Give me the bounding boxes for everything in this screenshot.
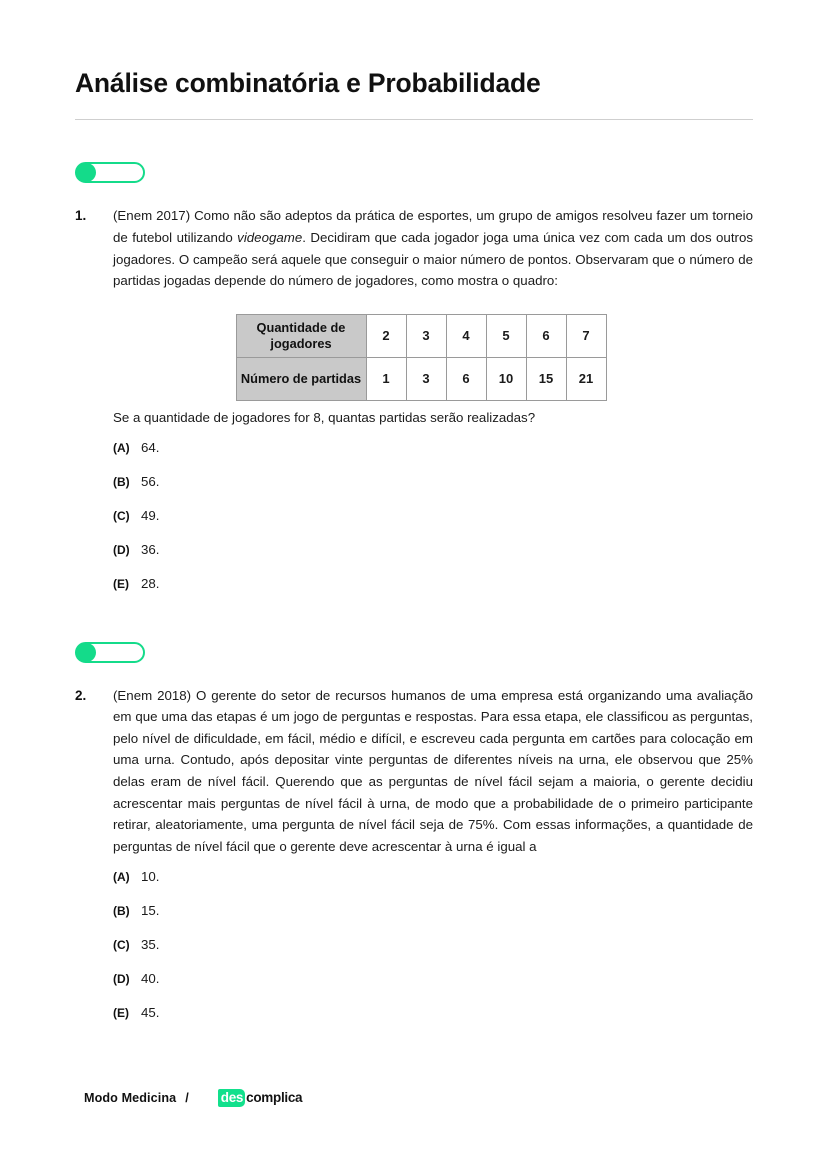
- table-body: [236, 314, 606, 400]
- footer: [84, 1089, 302, 1107]
- option-text: 56.: [141, 474, 160, 490]
- logo-rest-text: complica: [246, 1089, 303, 1105]
- question-1-marker-row: [75, 162, 753, 183]
- option-letter: (A): [113, 441, 130, 456]
- table-cell: 21: [566, 357, 606, 400]
- question-2-options: [113, 869, 753, 1021]
- table-cell: 4: [446, 314, 486, 357]
- option-letter: (C): [113, 509, 130, 524]
- option-text: 28.: [141, 575, 160, 591]
- footer-separator: /: [185, 1090, 189, 1105]
- table-cell: 15: [526, 357, 566, 400]
- table-cell: 5: [486, 314, 526, 357]
- option-c[interactable]: [113, 508, 753, 524]
- question-2: [75, 685, 753, 1021]
- option-letter: (D): [113, 972, 130, 986]
- footer-label: Modo Medicina: [84, 1090, 177, 1105]
- option-text: 45.: [141, 1004, 160, 1020]
- option-a[interactable]: [113, 869, 753, 885]
- option-letter: (A): [113, 870, 130, 885]
- option-text: 40.: [141, 971, 160, 986]
- option-letter: (D): [113, 542, 130, 557]
- option-d[interactable]: [113, 971, 753, 987]
- table-row: [236, 314, 606, 357]
- option-letter: (B): [113, 475, 130, 490]
- table-cell: 7: [566, 314, 606, 357]
- table-cell: 2: [366, 314, 406, 357]
- question-1-statement: (Enem 2017) Como não são adeptos da prática de esportes, um grupo de amigos resolveu fazer um torneio de futebol utilizando videogame. Decidiram que cada jogador joga uma única vez com cada um dos outros jogadores. O campeão será aquele que conseguir o maior número de pontos. Observaram que o número de partidas jogadas depende do número de jogadores, como mostra o quadro:: [113, 208, 753, 289]
- option-a[interactable]: [113, 440, 753, 456]
- option-text: 49.: [141, 508, 160, 524]
- question-2-marker-row: [75, 642, 753, 663]
- table-cell: 6: [446, 357, 486, 400]
- option-d[interactable]: [113, 542, 753, 558]
- option-text: 35.: [141, 937, 160, 953]
- question-1: [75, 205, 753, 591]
- option-e[interactable]: [113, 1005, 753, 1021]
- option-e[interactable]: [113, 576, 753, 592]
- option-text: 64.: [141, 440, 160, 456]
- table-row-header: Número de partidas: [236, 357, 366, 400]
- option-letter: (B): [113, 904, 130, 919]
- option-letter: (E): [113, 1005, 129, 1020]
- table-cell: 3: [406, 357, 446, 400]
- table-row-header: Quantidade de jogadores: [236, 314, 366, 357]
- green-pill-toggle-icon[interactable]: [75, 642, 145, 663]
- option-c[interactable]: [113, 937, 753, 953]
- question-1-followup: Se a quantidade de jogadores for 8, quantas partidas serão realizadas?: [113, 409, 536, 425]
- question-2-number: 2.: [75, 687, 87, 703]
- option-b[interactable]: [113, 903, 753, 919]
- question-1-number: 1.: [75, 208, 87, 224]
- green-pill-toggle-icon[interactable]: [75, 162, 145, 183]
- question-2-body: [113, 685, 753, 1021]
- question-1-table-wrap: [113, 314, 753, 401]
- question-1-options: [113, 440, 753, 592]
- table-cell: 6: [526, 314, 566, 357]
- question-1-body: [113, 205, 753, 591]
- logo-mark-text: des: [218, 1089, 245, 1107]
- players-matches-table: [236, 314, 607, 401]
- title-divider: [75, 119, 753, 120]
- option-b[interactable]: [113, 474, 753, 490]
- option-text: 10.: [141, 869, 160, 885]
- table-cell: 1: [366, 357, 406, 400]
- option-letter: (C): [113, 938, 130, 953]
- page-title: Análise combinatória e Probabilidade: [75, 68, 541, 98]
- option-text: 15.: [141, 903, 160, 919]
- table-row: [236, 357, 606, 400]
- table-cell: 3: [406, 314, 446, 357]
- question-2-statement: (Enem 2018) O gerente do setor de recursos humanos de uma empresa está organizando uma avaliação em que uma das etapas é um jogo de perguntas e respostas. Para essa etapa, ele classificou as perguntas, pelo nível de dificuldade, em fácil, médio e difícil, e escreveu cada pergunta em cartões para colocação em uma urna. Contudo, após depositar vinte perguntas de diferentes níveis na urna, ele observou que 25% delas eram de nível fácil. Querendo que as perguntas de nível fácil sejam a maioria, o gerente decidiu acrescentar mais perguntas de nível fácil à urna, de modo que a probabilidade de o primeiro participante retirar, aleatoriamente, uma pergunta de nível fácil seja de 75%. Com essas informações, a quantidade de perguntas de nível fácil que o gerente deve acrescentar à urna é igual a: [113, 687, 753, 854]
- descomplica-logo[interactable]: [218, 1089, 303, 1107]
- option-letter: (E): [113, 576, 129, 591]
- option-text: 36.: [141, 541, 160, 557]
- table-cell: 10: [486, 357, 526, 400]
